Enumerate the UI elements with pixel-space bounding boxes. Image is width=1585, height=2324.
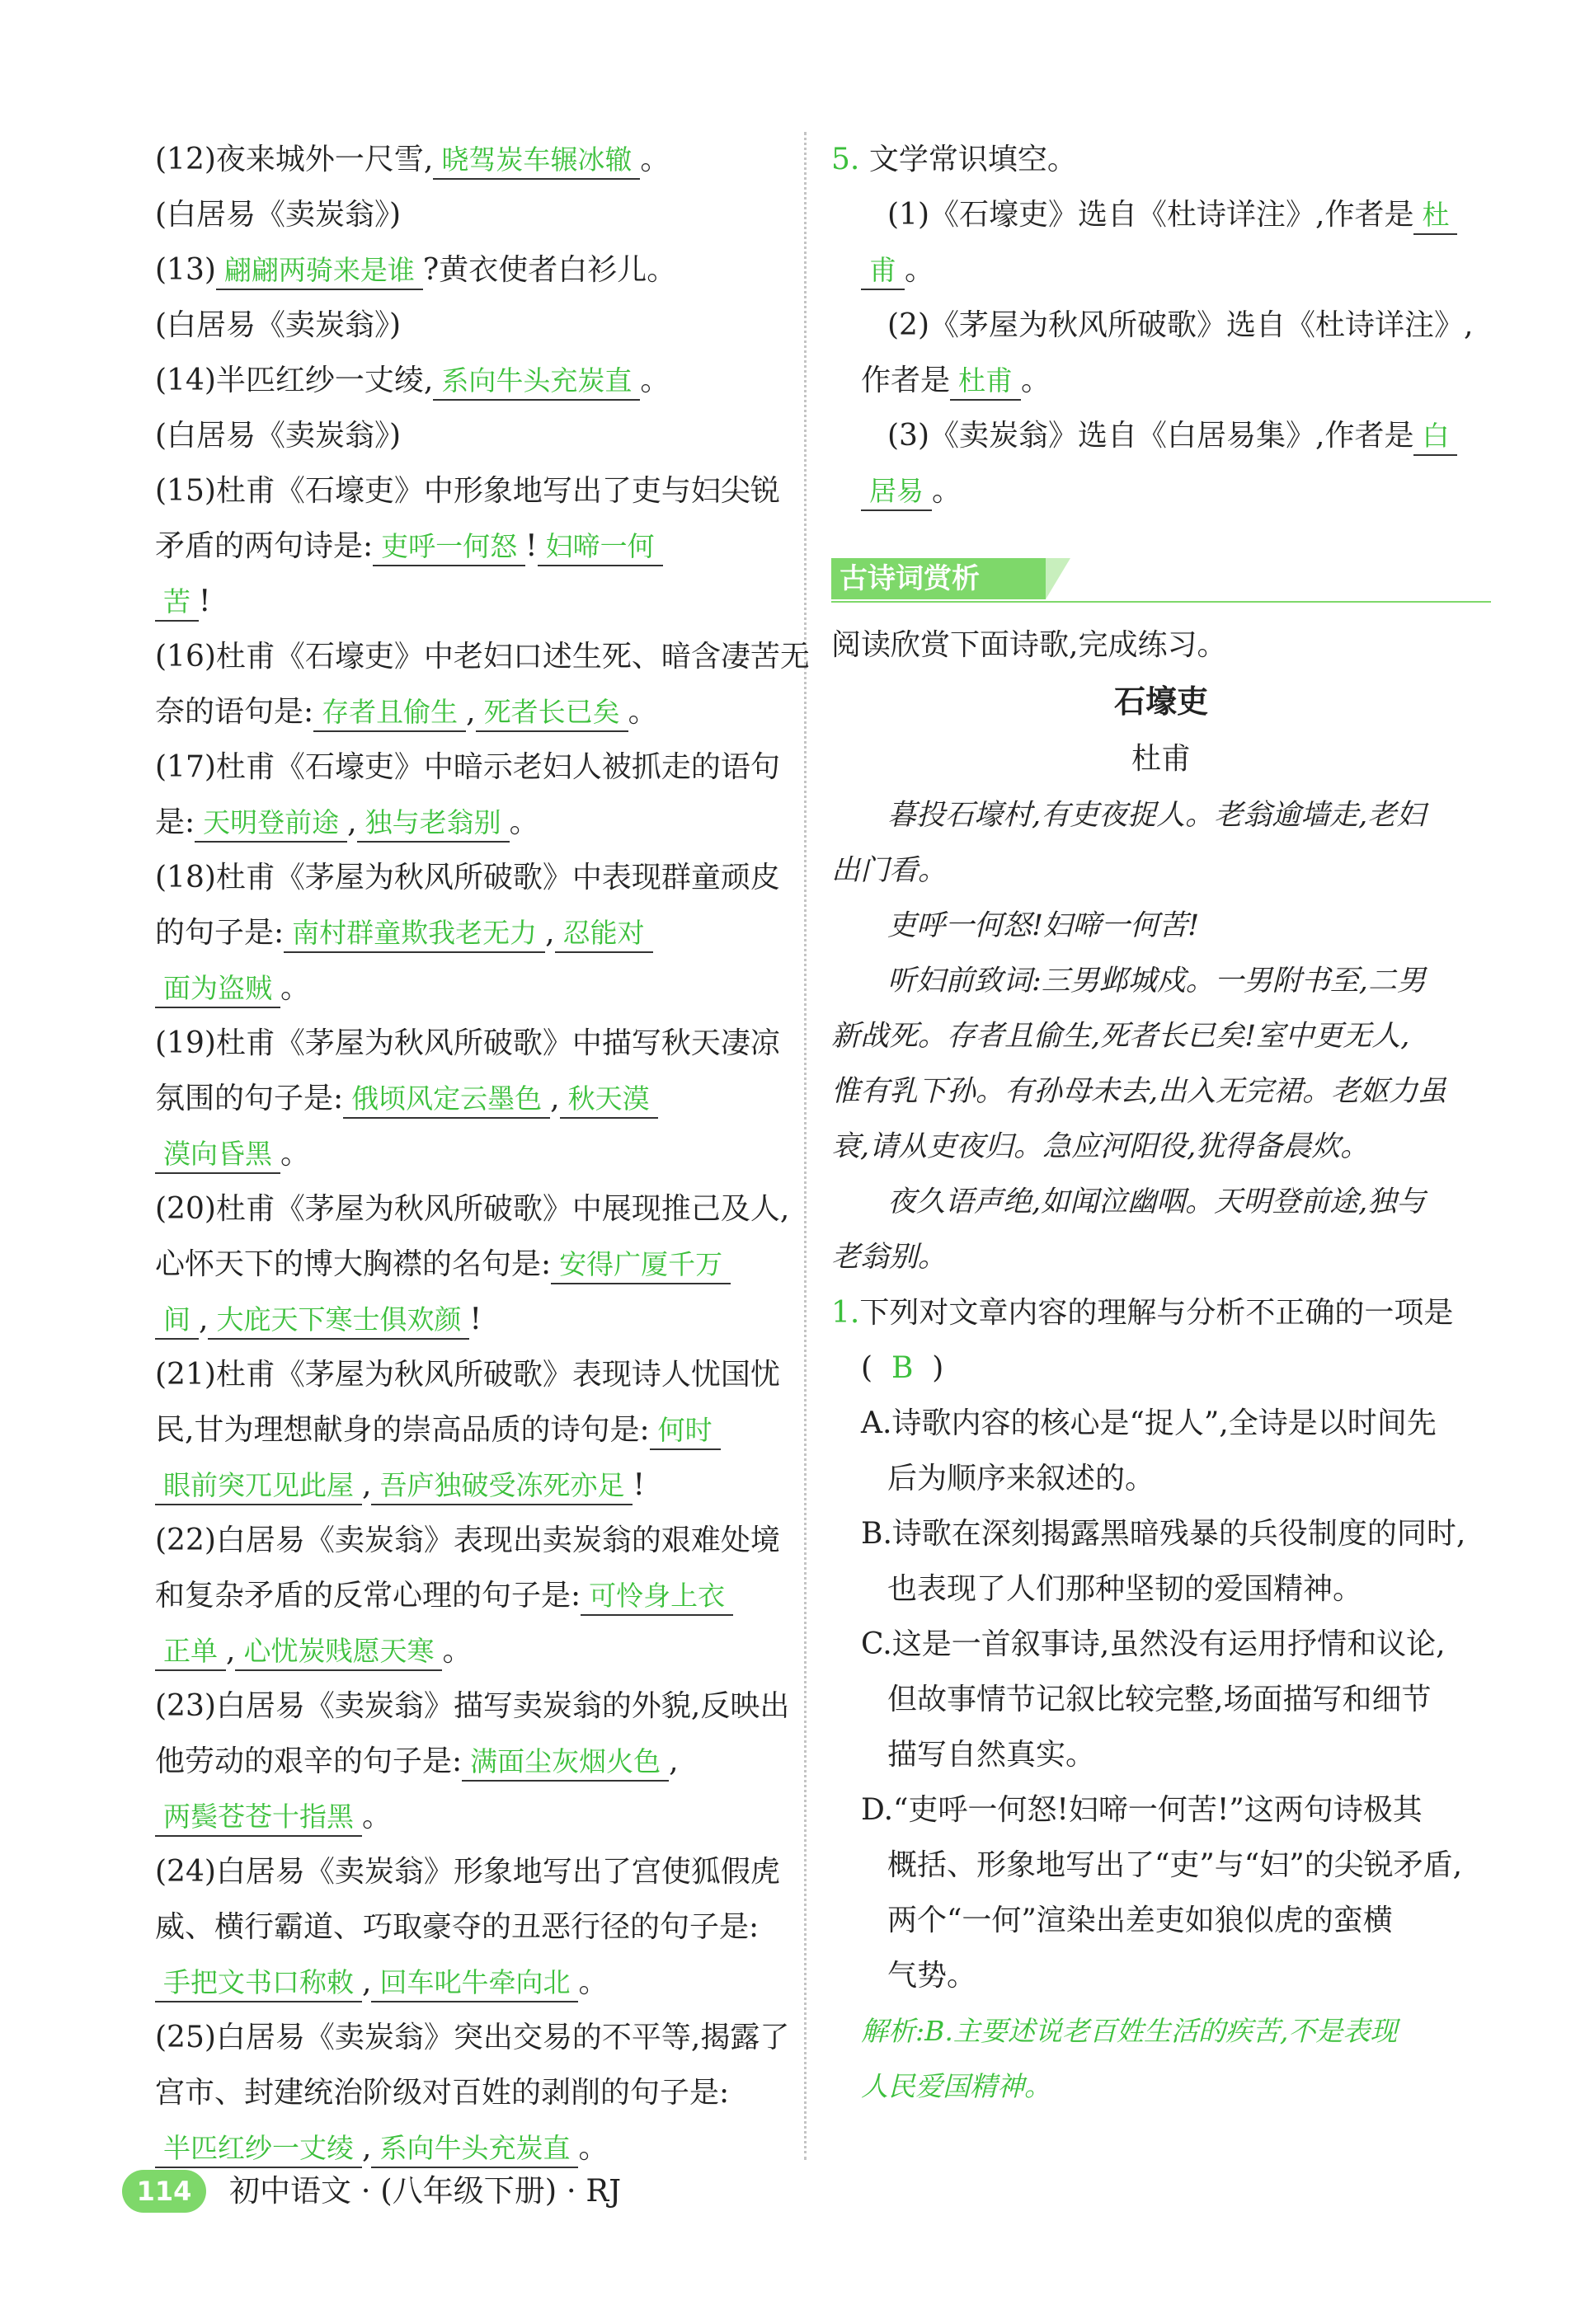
question-5: [831, 132, 1491, 187]
item-23: (23)白居易《卖炭翁》描写卖炭翁的外貌,反映出: [155, 1689, 790, 1723]
left-column: [155, 132, 810, 2176]
text: 和复杂矛盾的反常心理的句子是:: [155, 1579, 581, 1613]
answer: 翩翩两骑来是谁: [216, 252, 423, 290]
item-15-cont: [155, 574, 782, 629]
text: ,: [362, 1468, 372, 1502]
answer: 秋天漠: [560, 1081, 658, 1119]
answer: 眼前突兀见此屋: [155, 1467, 362, 1505]
poem-line: 出门看。: [831, 854, 948, 887]
item-25: (25)白居易《卖炭翁》突出交易的不平等,揭露了: [155, 2021, 790, 2054]
text: 是:: [155, 805, 195, 839]
item-20-cont: [155, 1292, 782, 1347]
question-number: 5.: [831, 143, 860, 176]
answer: 大庇天下寒士俱欢颜: [208, 1302, 469, 1340]
answer: 白: [1413, 418, 1457, 456]
item-21: (21)杜甫《茅屋为秋风所破歌》表现诗人忧国忧: [155, 1358, 780, 1392]
item-17: (17)杜甫《石壕吏》中暗示老妇人被抓走的语句: [155, 750, 780, 784]
option-d-cont: 两个“一何”渲染出差吏如狼似虎的蛮横: [887, 1904, 1393, 1937]
section-banner: [831, 552, 1491, 609]
poem-line: 夜久语声绝,如闻泣幽咽。天明登前途,独与: [887, 1185, 1426, 1218]
answer: 半匹红纱一丈绫: [155, 2130, 362, 2168]
text: 文学常识填空。: [868, 143, 1077, 176]
item-22: (22)白居易《卖炭翁》表现出卖炭翁的艰难处境: [155, 1524, 780, 1557]
item-22-cont: [155, 1568, 782, 1623]
text: !: [199, 585, 211, 618]
q5-part-1: [831, 187, 1491, 242]
text: 。: [280, 1137, 311, 1171]
item-15: (15)杜甫《石壕吏》中形象地写出了吏与妇尖锐: [155, 474, 780, 508]
text: (13): [155, 253, 216, 287]
poem-line: 衰,请从吏夜归。急应河阳役,犹得备晨炊。: [831, 1130, 1370, 1163]
answer: 苦: [155, 584, 199, 622]
text: ?黄衣使者白衫儿。: [422, 253, 677, 287]
q5-part-3: [831, 408, 1491, 463]
text: (12)夜来城外一尺雪,: [155, 143, 434, 176]
item-17-cont: [155, 795, 782, 850]
text: ,: [362, 2131, 372, 2165]
item-16: (16)杜甫《石壕吏》中老妇口述生死、暗含凄苦无: [155, 640, 810, 674]
right-column: [831, 132, 1491, 2114]
text: 。: [362, 1800, 393, 1833]
text: 民,甘为理想献身的崇高品质的诗句是:: [155, 1413, 650, 1447]
instructions: 阅读欣赏下面诗歌,完成练习。: [831, 628, 1227, 662]
item-16-cont: [155, 684, 782, 739]
answer: 满面尘灰烟火色: [462, 1744, 669, 1782]
text: 矛盾的两句诗是:: [155, 529, 374, 563]
answer: 心忧炭贱愿天寒: [235, 1633, 442, 1671]
poem-line: 吏呼一何怒!妇啼一何苦!: [887, 909, 1200, 942]
answer: 天明登前途: [195, 805, 347, 843]
banner-rule: [831, 601, 1491, 603]
text: 。: [442, 1634, 473, 1668]
answer: 漠向昏黑: [155, 1136, 280, 1174]
q5-part-2-cont: [831, 353, 1491, 408]
text: ,: [347, 805, 357, 839]
text: 。: [640, 364, 670, 397]
poem-author: 杜甫: [1131, 742, 1191, 776]
answer: 安得广厦千万: [551, 1247, 731, 1284]
answer: 正单: [155, 1633, 226, 1671]
q5-part-1-cont: [831, 242, 1491, 298]
answer: 妇啼一何: [538, 528, 663, 566]
text: 氛围的句子是:: [155, 1082, 344, 1115]
text: 。: [628, 695, 658, 729]
section-title: 古诗词赏析: [831, 558, 1046, 599]
answer: 回车叱牛牵向北: [371, 1965, 578, 2002]
item-21-cont: [155, 1402, 782, 1458]
analysis-cont: 人民爱国精神。: [861, 2070, 1051, 2102]
text: 。: [932, 474, 962, 508]
answer: 何时: [650, 1412, 721, 1450]
text: ,: [550, 1082, 560, 1115]
item-23-cont: [155, 1789, 782, 1844]
question-number: 1.: [831, 1296, 860, 1330]
option-d-cont: 概括、形象地写出了“吏”与“妇”的尖锐矛盾,: [887, 1848, 1463, 1882]
text: 作者是: [861, 364, 951, 397]
item-18-cont: [155, 905, 782, 960]
question-1: [831, 1285, 1491, 1340]
option-c-cont: 但故事情节记叙比较完整,场面描写和细节: [887, 1683, 1432, 1716]
option-a-cont: 后为顺序来叙述的。: [887, 1462, 1155, 1495]
item-19-cont: [155, 1071, 782, 1126]
poem-line: 惟有乳下孙。有孙母未去,出入无完裙。老妪力虽: [831, 1075, 1447, 1108]
source: (白居易《卖炭翁》): [155, 308, 402, 342]
answer: 吏呼一何怒: [373, 528, 525, 566]
answer: 杜: [1413, 197, 1457, 235]
answer: 晓驾炭车辗冰辙: [433, 142, 640, 180]
source: (白居易《卖炭翁》): [155, 419, 402, 453]
answer: B: [891, 1351, 914, 1385]
text: (3)《卖炭翁》选自《白居易集》,作者是: [887, 419, 1414, 453]
text: (1)《石壕吏》选自《杜诗详注》,作者是: [887, 198, 1414, 232]
answer: 手把文书口称敕: [155, 1965, 362, 2002]
answer: 面为盗贼: [155, 970, 280, 1008]
text: 的句子是:: [155, 916, 285, 950]
text: 。: [578, 1965, 609, 1999]
option-c: C.这是一首叙事诗,虽然没有运用抒情和议论,: [861, 1627, 1446, 1661]
book-title: 初中语文 · (八年级下册) · RJ: [229, 2173, 622, 2209]
q5-part-3-cont: [831, 463, 1491, 519]
page-number: 114: [122, 2170, 206, 2213]
text: 。: [1021, 364, 1051, 397]
poem-line: 老翁别。: [831, 1241, 948, 1274]
text: 。: [280, 971, 311, 1005]
answer: 可怜身上衣: [581, 1578, 733, 1616]
text: ,: [199, 1303, 209, 1336]
text: 心怀天下的博大胸襟的名句是:: [155, 1247, 552, 1281]
answer: 甫: [861, 252, 905, 290]
item-25-cont: 宫市、封建统治阶级对百姓的剥削的句子是:: [155, 2076, 730, 2110]
text: !: [633, 1468, 645, 1502]
banner-decoration: [1046, 558, 1070, 599]
answer: 死者长已矣: [476, 694, 628, 732]
option-b-cont: 也表现了人们那种坚韧的爱国精神。: [887, 1572, 1363, 1606]
answer: 存者且偷生: [313, 694, 466, 732]
option-d-cont: 气势。: [887, 1959, 977, 1993]
item-12: [155, 132, 782, 187]
text: ,: [545, 916, 555, 950]
answer: 俄顷风定云墨色: [343, 1081, 550, 1119]
answer: 独与老翁别: [357, 805, 510, 843]
item-24-cont: [155, 1955, 782, 2010]
item-15-cont: [155, 519, 782, 574]
item-24: (24)白居易《卖炭翁》形象地写出了宫使狐假虎: [155, 1855, 780, 1889]
text: 下列对文章内容的理解与分析不正确的一项是: [859, 1296, 1454, 1330]
column-divider: [804, 132, 807, 2160]
text: ,: [362, 1965, 372, 1999]
item-20: (20)杜甫《茅屋为秋风所破歌》中展现推己及人,: [155, 1192, 790, 1226]
text: 。: [509, 805, 539, 839]
option-c-cont: 描写自然真实。: [887, 1738, 1096, 1772]
text: 。: [905, 253, 935, 287]
poem-line: 新战死。存者且偷生,死者长已矣!室中更无人,: [831, 1020, 1410, 1053]
item-14: [155, 353, 782, 408]
text: 。: [578, 2131, 609, 2165]
item-25-cont: [155, 2120, 782, 2176]
item-20-cont: [155, 1237, 782, 1292]
answer: 南村群童欺我老无力: [284, 915, 545, 953]
answer: 杜甫: [950, 363, 1021, 401]
item-23-cont: [155, 1734, 782, 1789]
item-19-cont: [155, 1126, 782, 1181]
item-19: (19)杜甫《茅屋为秋风所破歌》中描写秋天凄凉: [155, 1026, 780, 1060]
answer-bracket: ( B ): [861, 1351, 944, 1385]
answer: 两鬓苍苍十指黑: [155, 1799, 362, 1837]
answer: 忍能对: [555, 915, 653, 953]
answer: 间: [155, 1302, 199, 1340]
text: 奈的语句是:: [155, 695, 314, 729]
text: !: [525, 529, 538, 563]
poem-title: 石壕吏: [1113, 683, 1208, 720]
item-24-cont: 威、横行霸道、巧取豪夺的丑恶行径的句子是:: [155, 1910, 760, 1944]
text: ,: [226, 1634, 236, 1668]
answer: 居易: [861, 473, 932, 511]
text: (14)半匹红纱一丈绫,: [155, 364, 434, 397]
text: 他劳动的艰辛的句子是:: [155, 1744, 463, 1778]
answer: 吾庐独破受冻死亦足: [371, 1467, 633, 1505]
q5-part-2: (2)《茅屋为秋风所破歌》选自《杜诗详注》,: [887, 308, 1474, 342]
text: !: [469, 1303, 482, 1336]
option-b: B.诗歌在深刻揭露黑暗残暴的兵役制度的同时,: [861, 1517, 1466, 1551]
text: ,: [466, 695, 476, 729]
poem-line: 听妇前致词:三男邺城戍。一男附书至,二男: [887, 965, 1426, 998]
item-22-cont: [155, 1623, 782, 1678]
analysis: 解析:B.主要述说老百姓生活的疾苦,不是表现: [861, 2015, 1398, 2047]
answer: 系向牛头充炭直: [371, 2130, 578, 2168]
answer: 系向牛头充炭直: [433, 363, 640, 401]
source: (白居易《卖炭翁》): [155, 198, 402, 232]
item-13: [155, 242, 782, 298]
option-a: A.诗歌内容的核心是“捉人”,全诗是以时间先: [861, 1406, 1437, 1440]
text: ,: [669, 1744, 679, 1778]
item-18: (18)杜甫《茅屋为秋风所破歌》中表现群童顽皮: [155, 861, 780, 894]
text: 。: [640, 143, 670, 176]
item-21-cont: [155, 1458, 782, 1513]
option-d: D.“吏呼一何怒!妇啼一何苦!”这两句诗极其: [861, 1793, 1423, 1827]
item-18-cont: [155, 960, 782, 1016]
poem-line: 暮投石壕村,有吏夜捉人。老翁逾墙走,老妇: [887, 799, 1426, 832]
